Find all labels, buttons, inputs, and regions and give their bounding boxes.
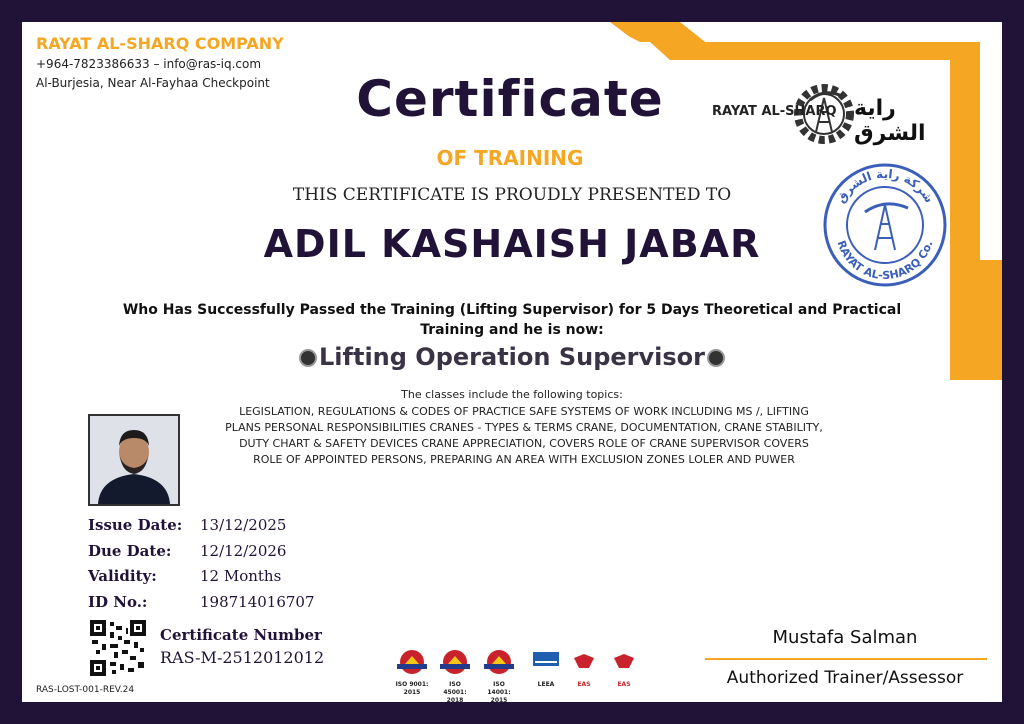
certificate-number-value: RAS-M-2512012012 bbox=[160, 648, 325, 667]
logo-text-en: RAYAT AL-SHARQ bbox=[712, 104, 837, 119]
eas-logo-icon bbox=[569, 648, 599, 678]
trainer-name: Mustafa Salman bbox=[772, 627, 918, 648]
eas-badge: EAS bbox=[606, 648, 642, 689]
id-number-label: ID No.: bbox=[88, 593, 148, 611]
due-date-label: Due Date: bbox=[88, 542, 172, 560]
eas-badge: EAS bbox=[566, 648, 602, 689]
training-statement-line2: Training and he is now: bbox=[420, 322, 604, 338]
qr-code-icon bbox=[90, 620, 146, 676]
company-name: RAYAT AL-SHARQ COMPANY bbox=[36, 34, 284, 53]
iso-badge-icon bbox=[482, 648, 516, 678]
qr-code[interactable] bbox=[90, 620, 146, 676]
bullet-icon bbox=[707, 349, 725, 367]
topics-list: LEGISLATION, REGULATIONS & CODES OF PRACTICE SAFE SYSTEMS OF WORK INCLUDING MS /, LIFTING PLANS PERSONAL RESPONSIBILITIES CRANES - TYPES & TERMS CRANE, DOCUMENTATION, CRANE STABILITY, DUTY CHART & SAFETY DEVICES CRANE APPRECIATION, COVERS ROLE OF CRANE SUPERVISOR COVERS ROLE OF APPOINTED PERSONS, PREPARING AN AREA WITH EXCLUSION ZONES LOLER AND PUWER bbox=[225, 405, 823, 466]
due-date-value: 12/12/2026 bbox=[200, 542, 287, 560]
company-address: Al-Burjesia, Near Al-Fayhaa Checkpoint bbox=[36, 76, 270, 90]
iso-45001-badge: ISO 45001: 2018 bbox=[437, 648, 473, 705]
company-contact: +964-7823386633 – info@ras-iq.com bbox=[36, 57, 262, 71]
iso-badge-icon bbox=[395, 648, 429, 678]
signature-divider bbox=[705, 658, 987, 660]
trainer-title: Authorized Trainer/Assessor bbox=[726, 668, 964, 688]
bullet-icon bbox=[299, 349, 317, 367]
validity-label: Validity: bbox=[88, 567, 157, 585]
topics-intro: The classes include the following topics: bbox=[401, 388, 623, 401]
revision-code: RAS-LOST-001-REV.24 bbox=[36, 685, 135, 695]
certificate-number-label: Certificate Number bbox=[160, 626, 322, 644]
company-logo bbox=[712, 82, 934, 148]
id-number-value: 198714016707 bbox=[200, 593, 315, 611]
presented-to-line: THIS CERTIFICATE IS PROUDLY PRESENTED TO bbox=[292, 185, 732, 205]
role-title bbox=[200, 343, 824, 371]
training-statement-line1: Who Has Successfully Passed the Training (Lifting Supervisor) for 5 Days Theoretical and Practical bbox=[122, 302, 902, 318]
issue-date-value: 13/12/2025 bbox=[200, 516, 287, 534]
certificate-subtitle: OF TRAINING bbox=[436, 146, 584, 170]
validity-value: 12 Months bbox=[200, 567, 282, 585]
leea-badge: LEEA bbox=[528, 648, 564, 689]
certificate-title: Certificate bbox=[356, 70, 664, 128]
person-photo-icon bbox=[90, 416, 178, 504]
iso-14001-badge: ISO 14001: 2015 bbox=[481, 648, 517, 705]
iso-badge-icon bbox=[438, 648, 472, 678]
eas-logo-icon bbox=[609, 648, 639, 678]
logo-text-ar: راية الشرق bbox=[854, 96, 926, 146]
training-statement bbox=[100, 300, 924, 340]
iso-9001-badge: ISO 9001: 2015 bbox=[394, 648, 430, 697]
issue-date-label: Issue Date: bbox=[88, 516, 183, 534]
recipient-photo bbox=[88, 414, 180, 506]
stamp-text-ar: شركة راية الشرق bbox=[833, 166, 937, 206]
stamp-text-en: RAYAT AL-SHARQ Co. bbox=[834, 238, 936, 283]
role-text: Lifting Operation Supervisor bbox=[319, 343, 705, 371]
leea-logo-icon bbox=[531, 648, 561, 678]
recipient-name: ADIL KASHAISH JABAR bbox=[263, 222, 761, 266]
